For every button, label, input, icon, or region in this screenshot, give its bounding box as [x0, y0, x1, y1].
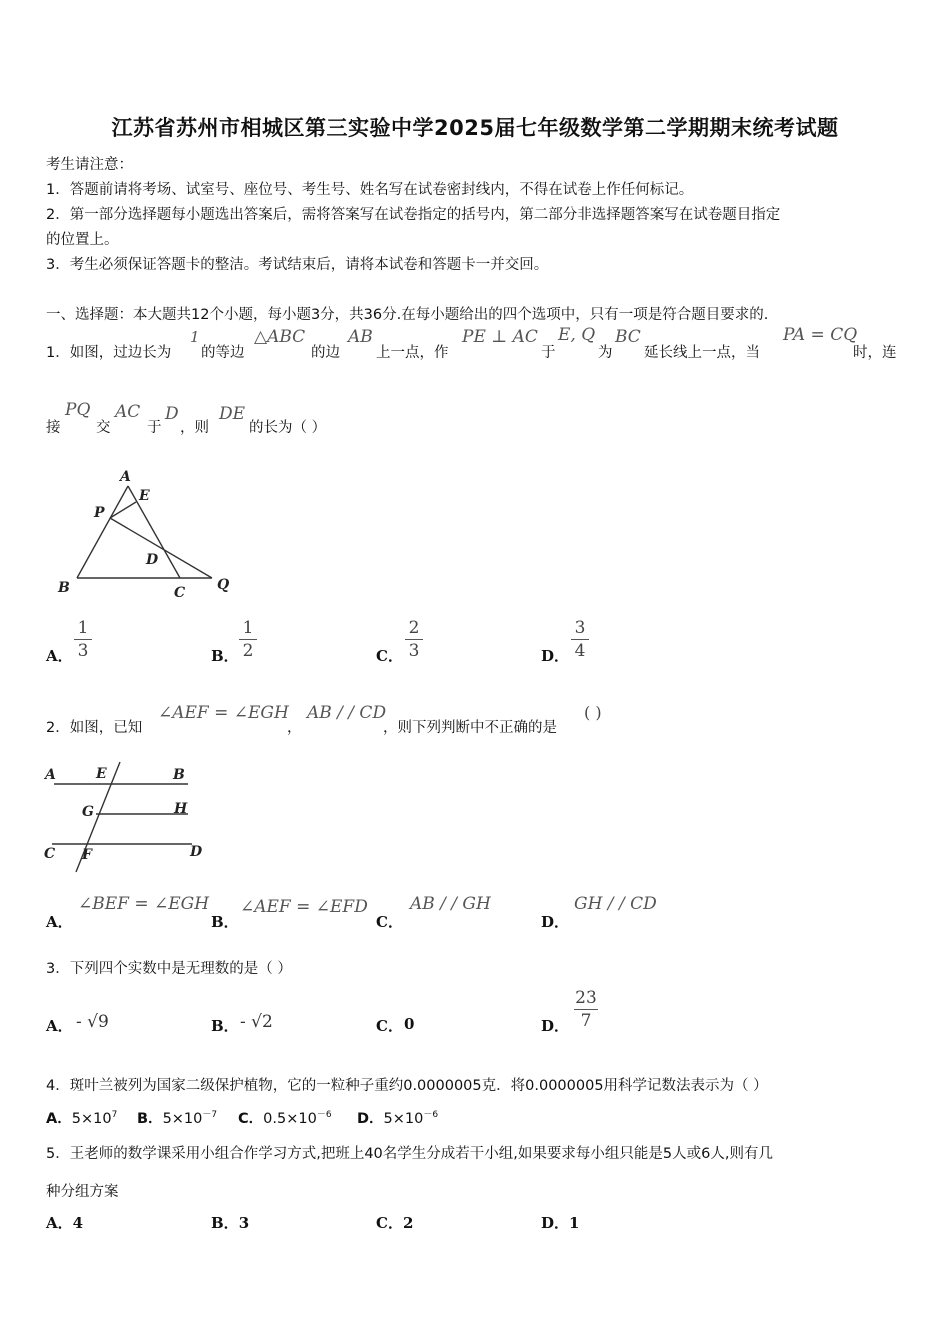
q2-math-2: AB / / CD: [307, 703, 387, 723]
q2-option-a-math: ∠BEF = ∠EGH: [78, 894, 210, 914]
fig2-label-A: A: [45, 767, 56, 783]
fig1-label-A: A: [120, 469, 131, 485]
q1-text-13: 的长为（ ）: [249, 420, 327, 436]
q1-text-10: 交: [96, 420, 111, 436]
q2-option-d-math: GH / / CD: [574, 894, 657, 914]
fig2-label-B: B: [173, 767, 185, 783]
q3-option-a-value: - √9: [76, 1012, 109, 1032]
q5-option-c[interactable]: C．2: [376, 1214, 414, 1232]
fig2-label-E: E: [96, 766, 107, 782]
q1-math-12: DE: [219, 404, 246, 424]
q1-text-12: ，则: [180, 420, 209, 436]
q1-math-2: △ABC: [254, 327, 306, 347]
q1-option-d-fraction: 3 4: [571, 619, 589, 660]
q1-text-7: 延长线上一点，当: [644, 345, 760, 361]
q1-math-9: PQ: [65, 400, 91, 420]
fig2-label-H: H: [174, 801, 188, 817]
q1-triangle-figure: [50, 460, 250, 605]
q1-text-4: 上一点，作: [376, 345, 449, 361]
q1-math-10: AC: [115, 402, 141, 422]
q1-math-5: E, Q: [558, 325, 596, 345]
q1-math-7: PA = CQ: [783, 325, 858, 345]
section-heading: 一、选择题：本大题共12个小题，每小题3分，共36分.在每小题给出的四个选项中，只有一项是符合题目要求的.: [46, 307, 769, 323]
q2-math-1: ∠AEF = ∠EGH: [158, 703, 289, 723]
q1-text-11: 于: [147, 420, 162, 436]
q3-option-c-value: 0: [404, 1015, 415, 1033]
q2-option-b-math: ∠AEF = ∠EFD: [240, 897, 368, 917]
q2-paren: ( ): [584, 703, 602, 722]
q5-text-1: 5．王老师的数学课采用小组合作学习方式,把班上40名学生分成若干小组,如果要求每小组只能是5人或6人,则有几: [46, 1146, 773, 1162]
q3-option-b-value: - √2: [240, 1012, 273, 1032]
q2-parallel-lines-figure: [40, 758, 220, 873]
q5-option-d[interactable]: D．1: [541, 1214, 580, 1232]
q1-option-a-fraction: 1 3: [74, 619, 92, 660]
q2-text-2: ，: [287, 720, 302, 736]
q2-option-d-label[interactable]: D．: [541, 913, 570, 931]
q1-option-c-fraction: 2 3: [405, 619, 423, 660]
q1-option-b-fraction: 1 2: [239, 619, 257, 660]
q3-option-d-fraction: 23 7: [575, 988, 597, 1031]
notice-item-1: 1．答题前请将考场、试室号、座位号、考生号、姓名写在试卷密封线内，不得在试卷上作任何标记。: [46, 182, 694, 198]
q1-math-4: PE ⊥ AC: [462, 327, 538, 347]
q1-text-3: 的边: [311, 345, 340, 361]
q2-text-1: 2．如图，已知: [46, 720, 143, 736]
q2-option-c-math: AB / / GH: [410, 894, 491, 914]
fig2-label-F: F: [82, 847, 92, 863]
q3-option-a-label[interactable]: A．: [46, 1017, 73, 1035]
fig1-label-B: B: [58, 580, 70, 596]
q1-option-c-label[interactable]: C．: [376, 647, 403, 665]
notice-item-3: 3．考生必须保证答题卡的整洁。考试结束后，请将本试卷和答题卡一并交回。: [46, 257, 549, 273]
fig1-label-C: C: [174, 585, 186, 601]
q4-option-b[interactable]: B．$5\times 10^{-7}$: [137, 1110, 218, 1127]
q2-text-3: ，则下列判断中不正确的是: [383, 720, 557, 736]
q4-option-a[interactable]: A．$5\times 10^7$: [46, 1110, 118, 1127]
q1-text-8: 时，连: [853, 345, 897, 361]
page-title: 江苏省苏州市相城区第三实验中学2025届七年级数学第二学期期末统考试题: [111, 116, 839, 140]
q1-text-6: 为: [598, 345, 613, 361]
q1-text-5: 于: [541, 345, 556, 361]
q4-option-c[interactable]: C．$0.5\times 10^{-6}$: [238, 1110, 332, 1127]
q2-option-a-label[interactable]: A．: [46, 913, 73, 931]
q3-option-b-label[interactable]: B．: [211, 1017, 239, 1035]
fig1-label-E: E: [139, 488, 150, 504]
q1-math-3: AB: [348, 327, 373, 347]
q3-text: 3．下列四个实数中是无理数的是（ ）: [46, 961, 292, 977]
fig2-label-G: G: [82, 804, 94, 820]
fig2-label-C: C: [44, 846, 56, 862]
q4-text: 4．斑叶兰被列为国家二级保护植物，它的一粒种子重约0.0000005克．将0.0000005用科学记数法表示为（ ）: [46, 1078, 768, 1094]
fig2-label-D: D: [190, 844, 203, 860]
q1-option-a-label[interactable]: A．: [46, 647, 73, 665]
fig1-label-Q: Q: [217, 577, 230, 593]
segment-AB: [77, 486, 128, 578]
q3-option-d-label[interactable]: D．: [541, 1017, 570, 1035]
notice-item-2: 2．第一部分选择题每小题选出答案后，需将答案写在试卷指定的括号内，第二部分非选择题答案写在试卷题目指定: [46, 207, 781, 223]
fig1-label-P: P: [94, 505, 105, 521]
q2-option-c-label[interactable]: C．: [376, 913, 403, 931]
q5-option-a[interactable]: A．4: [46, 1214, 84, 1232]
q1-text-1: 1．如图，过边长为: [46, 345, 172, 361]
q4-option-d[interactable]: D．$5\times 10^{-6}$: [357, 1110, 439, 1127]
q1-option-b-label[interactable]: B．: [211, 647, 239, 665]
q5-option-b[interactable]: B．3: [211, 1214, 250, 1232]
q1-math-6: BC: [615, 327, 641, 347]
q3-option-c-label[interactable]: C．: [376, 1017, 403, 1035]
q1-math-1: 1: [190, 328, 200, 346]
segment-PQ: [110, 518, 212, 578]
q2-option-b-label[interactable]: B．: [211, 913, 239, 931]
q1-option-d-label[interactable]: D．: [541, 647, 570, 665]
q5-text-2: 种分组方案: [46, 1184, 119, 1200]
q1-text-2: 的等边: [201, 345, 245, 361]
fig1-label-D: D: [146, 552, 159, 568]
q1-text-9: 接: [46, 420, 61, 436]
q1-math-11: D: [165, 404, 179, 424]
notice-heading: 考生请注意：: [46, 157, 133, 173]
notice-item-2-cont: 的位置上。: [46, 232, 119, 248]
